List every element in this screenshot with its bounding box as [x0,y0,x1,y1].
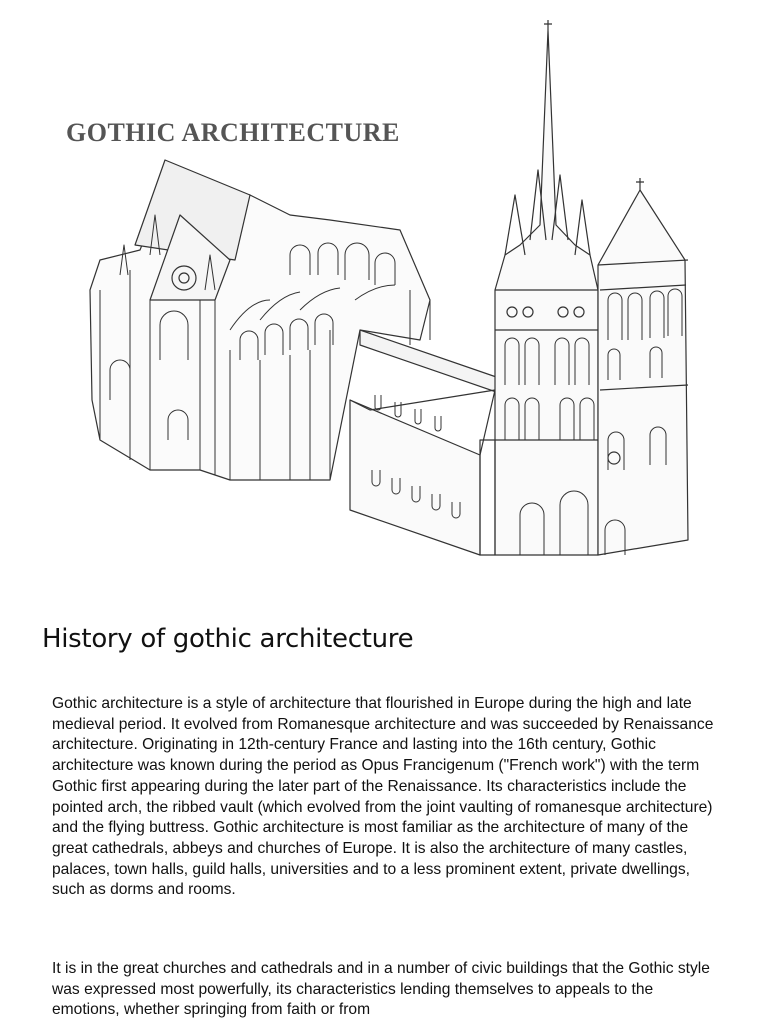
section-heading: History of gothic architecture [42,624,414,654]
paragraph-2: It is in the great churches and cathedrals and in a number of civic buildings that the Gothic style was expressed most powerfully, its characteristics lending themselves to appeals to the emotions, whether springing from faith or from [52,960,710,1019]
paragraph-1: Gothic architecture is a style of architecture that flourished in Europe during the high and late medieval period. It evolved from Romanesque architecture and was succeeded by Renaissance architecture. Originating in 12th-century France and lasting into the 16th century, Gothic architecture was known during the period as Opus Francigenum ("French work") with the term Gothic first appearing during the later part of the Renaissance. Its characteristics include the pointed arch, the ribbed vault (which evolved from the joint vaulting of romanesque architecture) and the flying buttress. Gothic architecture is most familiar as the architecture of many of the great cathedrals, abbeys and churches of Europe. It is also the architecture of many castles, palaces, town halls, guild halls, universities and to a less prominent extent, private dwellings, such as dorms and rooms. [52,695,714,899]
figure-title: GOTHIC ARCHITECTURE [66,118,400,147]
